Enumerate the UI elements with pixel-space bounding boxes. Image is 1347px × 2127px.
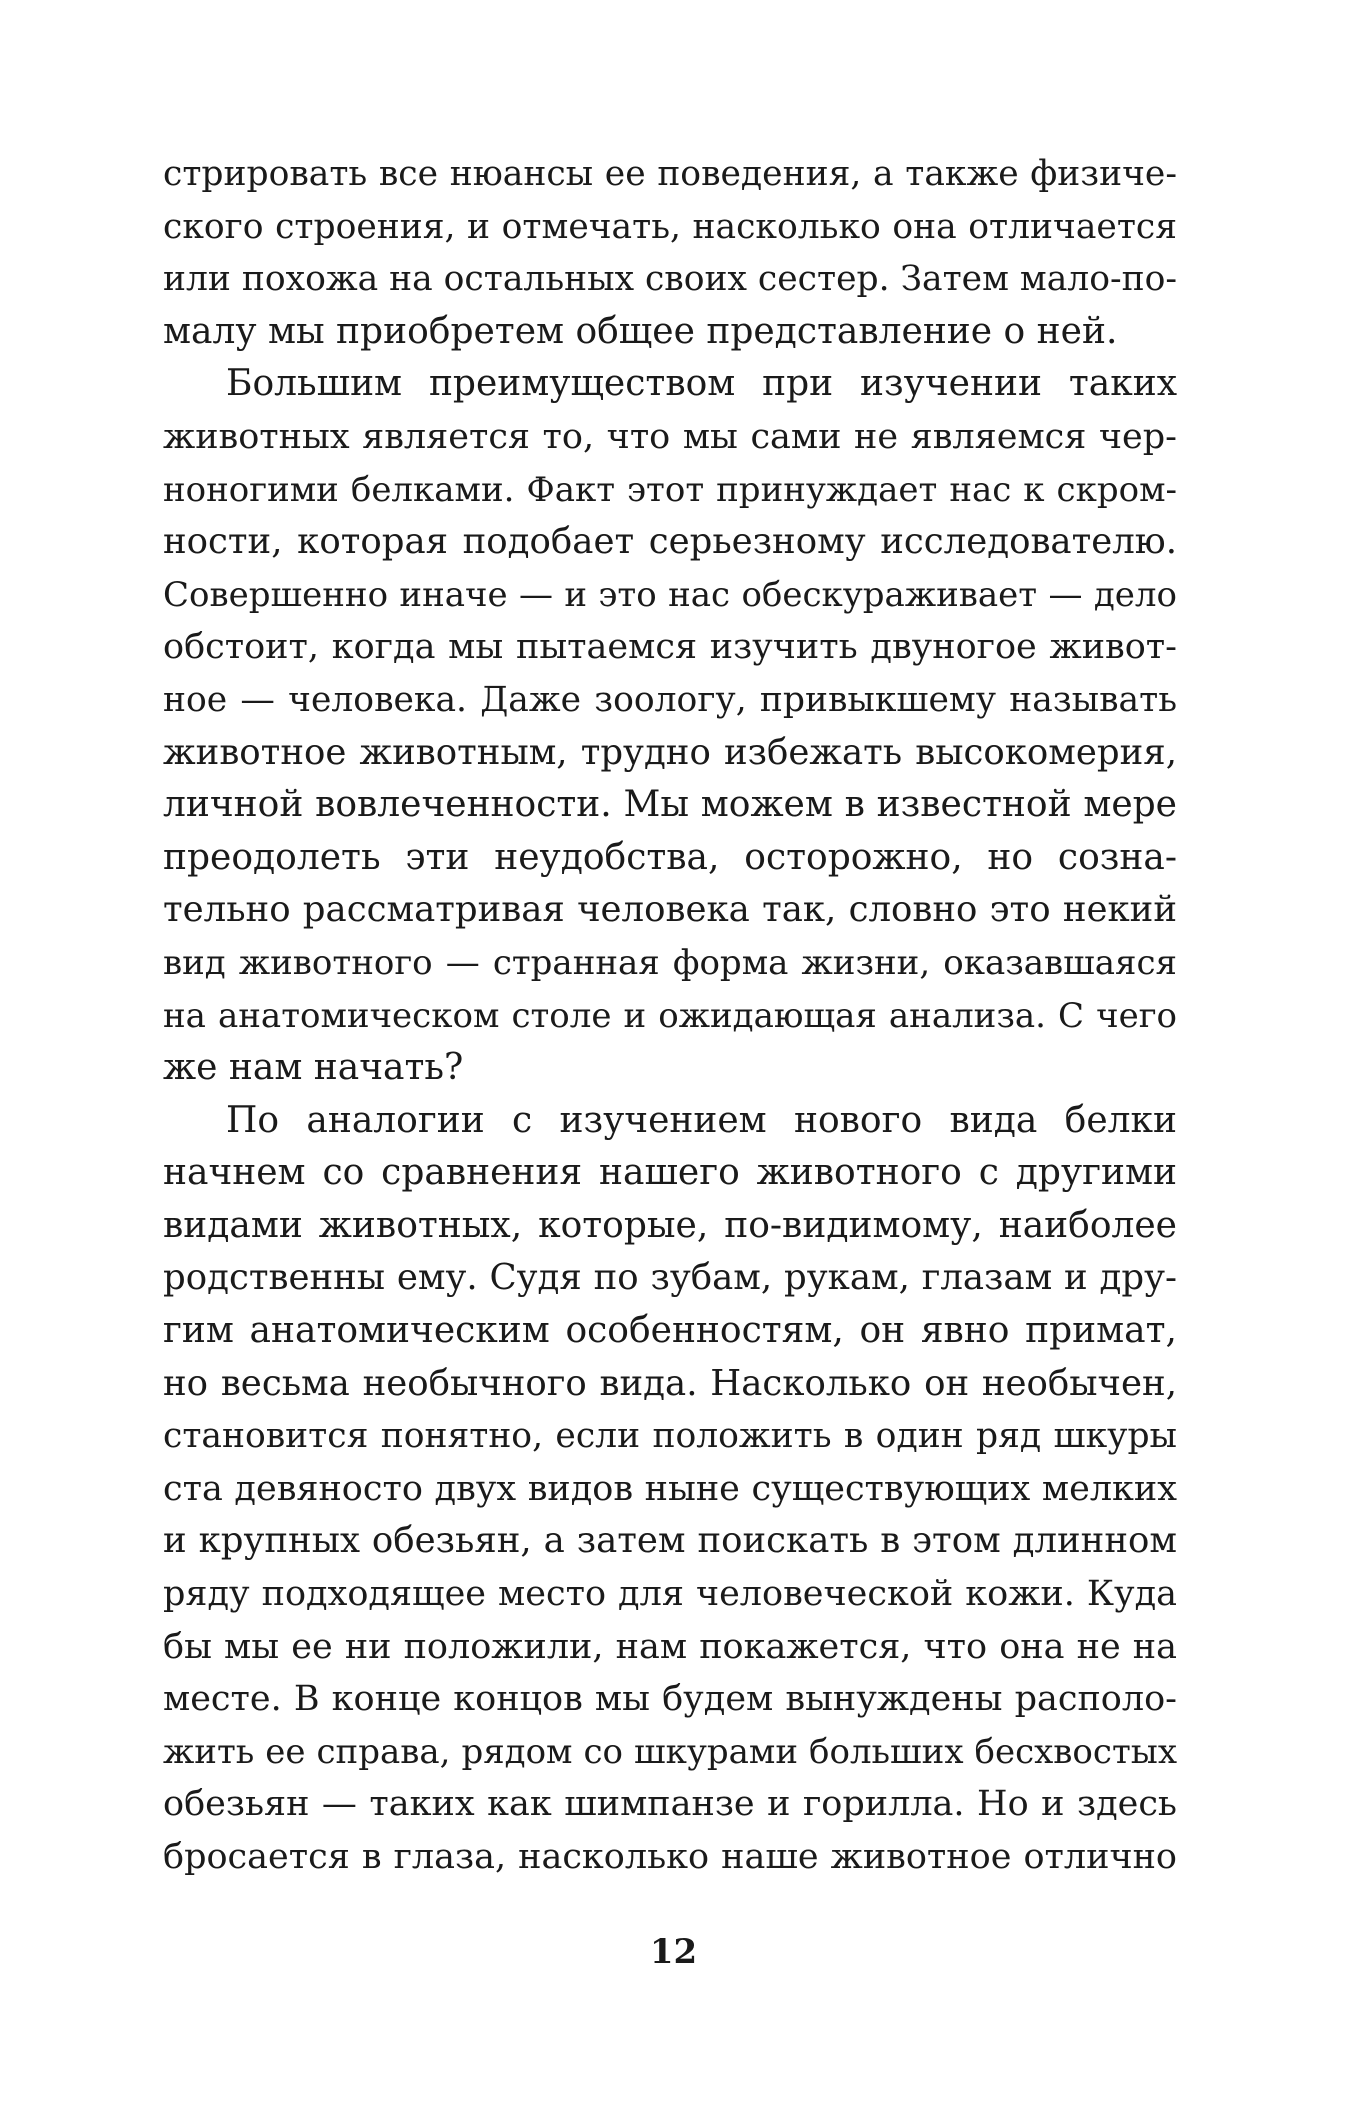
text-line: ное — человека. Даже зоологу, привыкшему называть bbox=[163, 679, 1177, 720]
text-line: ности, которая подобает серьезному исследователю. bbox=[163, 521, 1177, 563]
body-text bbox=[163, 148, 1177, 1884]
text-line: же нам начать? bbox=[163, 1047, 464, 1089]
text-line: личной вовлеченности. Мы можем в известной мере bbox=[163, 784, 1177, 826]
text-line: животное животным, трудно избежать высокомерия, bbox=[163, 731, 1177, 773]
text-line: на анатомическом столе и ожидающая анализа. С чего bbox=[163, 995, 1177, 1036]
text-line: месте. В конце концов мы будем вынуждены располо- bbox=[163, 1679, 1177, 1720]
text-line: тельно рассматривая человека так, словно это некий bbox=[163, 889, 1177, 931]
text-line: и крупных обезьян, а затем поискать в этом длинном bbox=[163, 1520, 1177, 1562]
text-line: бы мы ее ни положили, нам покажется, что она не на bbox=[163, 1626, 1177, 1667]
text-line: обезьян — таких как шимпанзе и горилла. Но и здесь bbox=[163, 1784, 1177, 1825]
text-line: начнем со сравнения нашего животного с другими bbox=[163, 1152, 1177, 1194]
text-line: ского строения, и отмечать, насколько она отличается bbox=[163, 206, 1177, 247]
text-line: ряду подходящее место для человеческой кожи. Куда bbox=[163, 1574, 1177, 1615]
text-line: животных является то, что мы сами не являемся чер- bbox=[163, 416, 1177, 457]
text-line: ста девяносто двух видов ныне существующих мелких bbox=[163, 1468, 1177, 1509]
text-line: родственны ему. Судя по зубам, рукам, глазам и дру- bbox=[163, 1257, 1177, 1299]
paragraph-first-line: По аналогии с изучением нового вида белки bbox=[226, 1099, 1177, 1141]
page-number: 12 bbox=[649, 1932, 698, 1972]
text-line: бросается в глаза, насколько наше животное отлично bbox=[163, 1837, 1177, 1877]
text-line: обстоит, когда мы пытаемся изучить двуногое живот- bbox=[163, 627, 1177, 668]
text-line: вид животного — странная форма жизни, оказавшаяся bbox=[163, 942, 1177, 983]
paragraph-first-line: Большим преимуществом при изучении таких bbox=[226, 363, 1177, 405]
text-line: становится понятно, если положить в один ряд шкуры bbox=[163, 1416, 1177, 1457]
text-line: Совершенно иначе — и это нас обескураживает — дело bbox=[163, 574, 1177, 615]
text-line: но весьма необычного вида. Насколько он необычен, bbox=[163, 1362, 1177, 1404]
text-line: видами животных, которые, по-видимому, наиболее bbox=[163, 1204, 1177, 1246]
text-line: или похожа на остальных своих сестер. Затем мало-по- bbox=[163, 259, 1178, 300]
text-line: малу мы приобретем общее представление о ней. bbox=[163, 310, 1118, 352]
text-line: гим анатомическим особенностям, он явно примат, bbox=[163, 1310, 1177, 1352]
text-line: ноногими белками. Факт этот принуждает нас к скром- bbox=[163, 469, 1177, 510]
text-line: жить ее справа, рядом со шкурами больших бесхвостых bbox=[163, 1731, 1177, 1772]
text-line: стрировать все нюансы ее поведения, а также физиче- bbox=[163, 154, 1177, 194]
text-line: преодолеть эти неудобства, осторожно, но созна- bbox=[163, 836, 1177, 878]
